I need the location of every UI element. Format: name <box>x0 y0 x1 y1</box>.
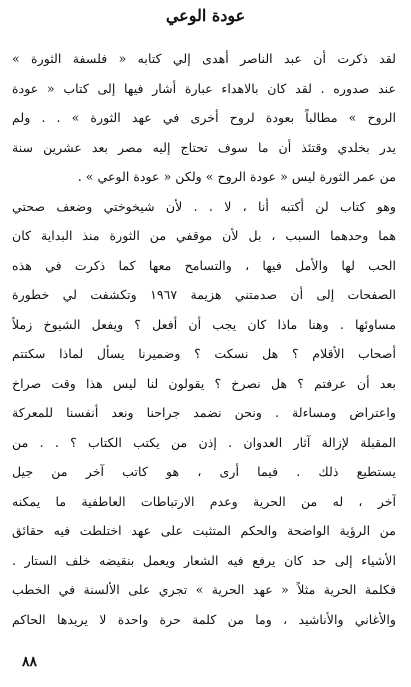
text-line: والأغاني والأناشيد ، وما من كلمة حرة واحدة لا يريدها الحاكم <box>12 611 396 627</box>
body-text <box>12 44 396 634</box>
text-line: من الرؤية الواضحة والحكم المتثبت على عهد اختلطت فيه حقائق <box>12 523 396 538</box>
text-line: آخر ، له من الحرية وعدم الارتباطات العاطفية ما يمكنه <box>12 493 396 509</box>
text-line: وهو كتاب لن أكتبه أنا ، لا . . لأن شيخوختي وضعف صحتي <box>12 198 396 214</box>
text-line: الصفحات إلى أن صدمتني هزيمة ١٩٦٧ وتكشفت لي خطورة <box>12 287 396 302</box>
text-line: يدر بخلدي وقتئذ أن ما سوف تحتاج إليه مصر بعد عشرين سنة <box>12 139 396 155</box>
page-number: ٨٨ <box>22 654 38 670</box>
text-line: يستطيع ذلك . فيما أرى ، هو كاتب آخر من جيل <box>12 464 396 479</box>
text-line: الأشياء إلى حد كان يرفع فيه الشعار ويعمل بنقيضه خلف الستار . <box>12 552 396 568</box>
text-line: بعد أن عرفتم ؟ هل نصرخ ؟ يقولون لنا ليس هذا وقت صراخ <box>12 375 396 391</box>
text-line: الروح » مطالباً بعودة لروح أخرى في عهد الثورة » . . ولم <box>12 110 396 125</box>
text-line: واعتراض ومساءلة . ونحن نضمد جراحنا ونعد أنفسنا للمعركة <box>12 405 396 420</box>
text-line: لقد ذكرت أن عبد الناصر أهدى إلي كتابه « فلسفة الثورة » <box>12 51 396 66</box>
text-line: مساوئها . وهنا ماذا كان يجب أن أفعل ؟ ويفعل الشيوخ زملاً <box>12 316 396 332</box>
text-line: من عمر الثورة ليس « عودة الروح » ولكن « عودة الوعي » . <box>77 169 396 184</box>
text-line: فكلمة الحرية مثلاً « عهد الحرية » تجري على الألسنة في الخطب <box>12 582 396 597</box>
text-line: هما وحدهما السبب ، بل لأن موقفي من الثورة منذ البداية كان <box>12 228 396 243</box>
page-title: عودة الوعي <box>165 6 246 25</box>
text-line: أصحاب الأقلام ؟ هل نسكت ؟ وضميرنا يسأل لماذا سكتتم <box>12 346 396 361</box>
text-line: المقبلة لإزالة آثار العدوان . إذن من يكتب الكتاب ؟ . . من <box>12 434 396 450</box>
text-line: الحب لها والأمل فيها ، والتسامح معها كما ذكرت في هذه <box>12 257 396 273</box>
text-line: عند صدوره . لقد كان بالاهداء عبارة أشار فيها إلى كتاب « عودة <box>12 80 396 96</box>
